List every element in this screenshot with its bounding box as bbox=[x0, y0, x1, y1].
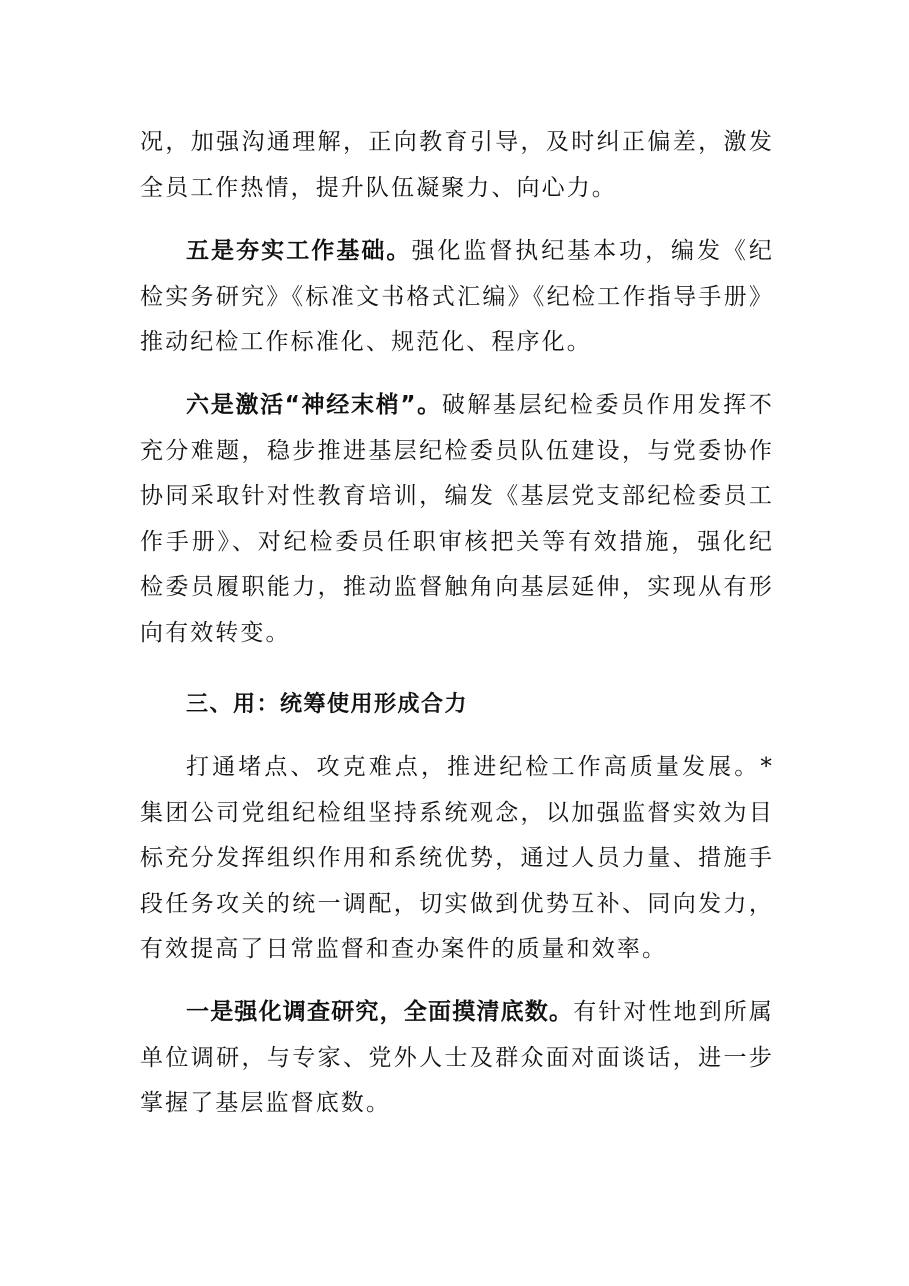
paragraph-text: 有针对性地到所属单位调研，与专家、党外人士及群众面对面谈话，进一步掌握了基层监督底数。 bbox=[140, 999, 775, 1116]
paragraph-text: 打通堵点、攻克难点，推进纪检工作高质量发展。*集团公司党组纪检组坚持系统观念，以加强监督实效为目标充分发挥组织作用和系统优势，通过人员力量、措施手段任务攻关的统一调配，切实做到优势互补、同向发力，有效提高了日常监督和查办案件的质量和效率。 bbox=[140, 754, 774, 962]
paragraph-lead: 六是激活“神经末梢”。 bbox=[186, 392, 442, 418]
paragraph-one bbox=[140, 990, 774, 1127]
paragraph-lead: 五是夯实工作基础。 bbox=[186, 238, 412, 264]
paragraph-continuation bbox=[140, 120, 774, 211]
paragraph-six bbox=[140, 383, 774, 656]
paragraph-text: 破解基层纪检委员作用发挥不充分难题，稳步推进基层纪检委员队伍建设，与党委协作协同采取针对性教育培训，编发《基层党支部纪检委员工作手册》、对纪检委员任职审核把关等有效措施，强化纪检委员履职能力，推动监督触角向基层延伸，实现从有形向有效转变。 bbox=[140, 392, 774, 646]
section-heading: 三、用：统筹使用形成合力 bbox=[186, 692, 469, 717]
paragraph-lead: 一是强化调查研究，全面摸清底数。 bbox=[186, 999, 574, 1025]
paragraph-section-intro bbox=[140, 745, 774, 973]
paragraph-text: 况，加强沟通理解，正向教育引导，及时纠正偏差，激发全员工作热情，提升队伍凝聚力、向心力。 bbox=[140, 129, 774, 201]
paragraph-text: 强化监督执纪基本功，编发《纪检实务研究》《标准文书格式汇编》《纪检工作指导手册》推动纪检工作标准化、规范化、程序化。 bbox=[140, 238, 774, 355]
paragraph-five bbox=[140, 229, 774, 366]
